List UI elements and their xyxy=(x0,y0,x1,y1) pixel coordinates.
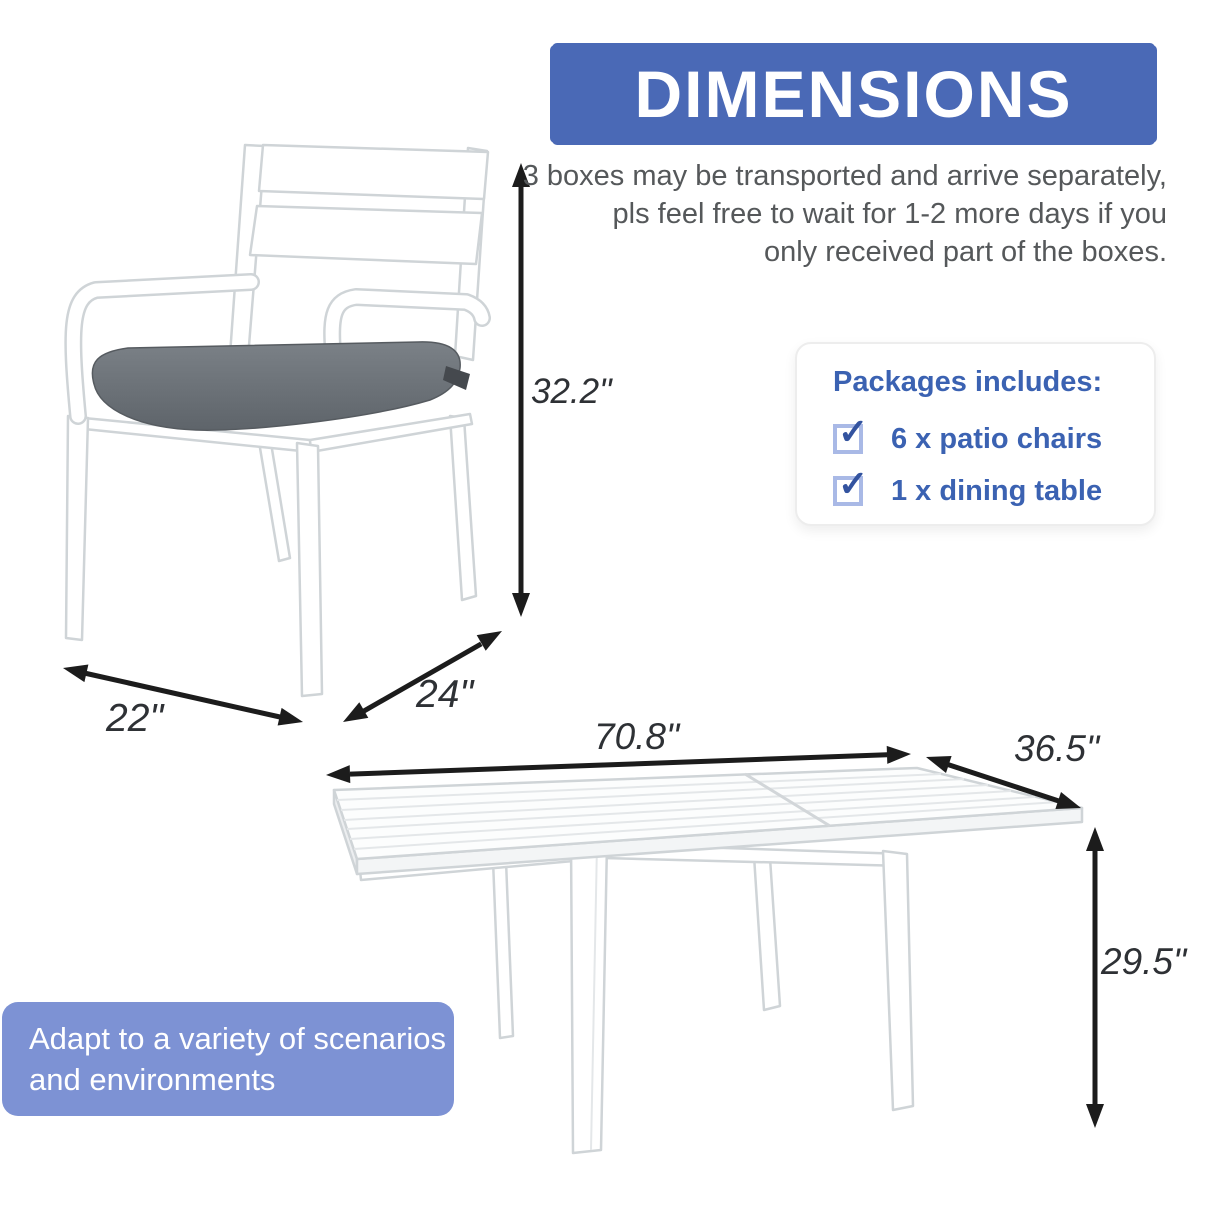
scenario-line: and environments xyxy=(29,1062,276,1097)
chair-backrest-slat-top xyxy=(259,145,488,199)
package-item-label: 6 x patio chairs xyxy=(891,422,1103,455)
shipping-note-line: pls feel free to wait for 1-2 more days if you xyxy=(612,198,1167,230)
chair-width-arrow xyxy=(63,665,303,726)
chair-front-left-leg xyxy=(66,416,88,640)
chair-rear-left-leg xyxy=(258,436,290,561)
table-depth-label: 36.5" xyxy=(1014,728,1100,769)
table-height-label: 29.5" xyxy=(1101,941,1187,982)
table-length-label: 70.8" xyxy=(594,716,680,757)
chair-depth-label: 24" xyxy=(416,673,474,716)
check-mark-icon: ✓ xyxy=(838,463,869,504)
check-mark-icon: ✓ xyxy=(838,411,869,452)
banner-title: DIMENSIONS xyxy=(634,57,1073,131)
package-item-row xyxy=(833,411,1154,461)
chair-front-right-leg xyxy=(297,443,322,696)
table-center-left-leg xyxy=(571,841,607,1153)
package-item-label: 1 x dining table xyxy=(891,474,1103,507)
package-heading: Packages includes: xyxy=(833,366,1103,398)
chair-width-label: 22" xyxy=(106,697,164,740)
shipping-note-line: only received part of the boxes. xyxy=(763,236,1167,268)
patio-chair-illustration xyxy=(66,145,488,696)
shipping-note-line: 3 boxes may be transported and arrive separately, xyxy=(522,160,1167,192)
scenario-callout xyxy=(2,1002,454,1116)
chair-rear-right-leg xyxy=(450,416,476,600)
package-item-row xyxy=(833,463,1154,513)
chair-backrest-slat-bottom xyxy=(250,206,482,264)
chair-height-label: 32.2" xyxy=(531,372,612,411)
scenario-line: Adapt to a variety of scenarios xyxy=(29,1021,447,1056)
shipping-note xyxy=(523,157,1167,271)
checked-checkbox-icon xyxy=(833,463,869,506)
chair-seat-cushion xyxy=(92,342,460,430)
table-front-right-leg xyxy=(883,851,913,1110)
table-rear-right-leg xyxy=(754,856,780,1010)
package-contents-card xyxy=(795,342,1156,526)
dimensions-banner xyxy=(552,45,1155,143)
checked-checkbox-icon xyxy=(833,411,869,454)
table-extension-leg xyxy=(493,860,513,1038)
